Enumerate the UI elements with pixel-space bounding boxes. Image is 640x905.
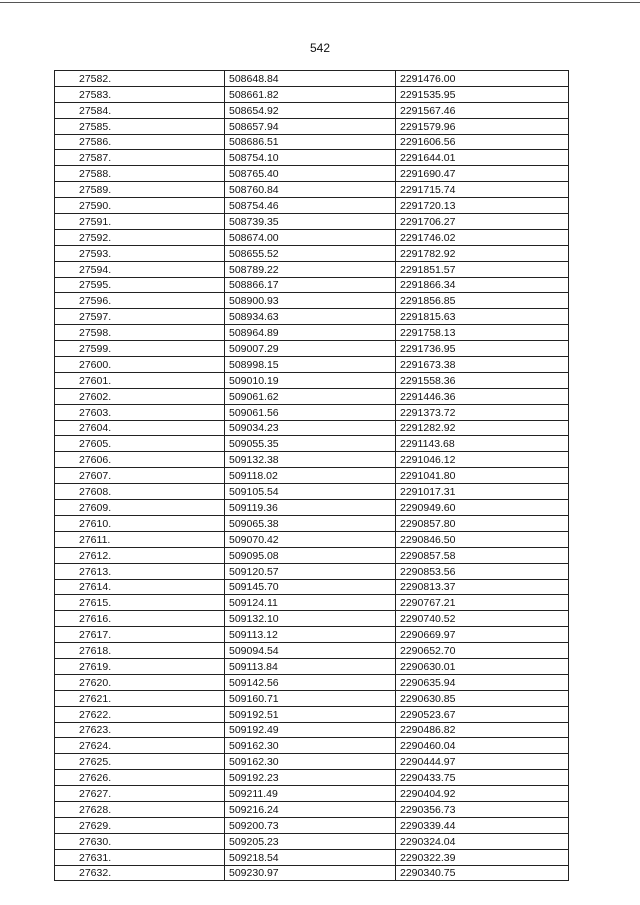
x-coordinate-cell: 508760.84 (225, 182, 396, 198)
point-number-cell: 27589. (55, 182, 225, 198)
point-number-cell: 27625. (55, 754, 225, 770)
point-number-cell: 27627. (55, 786, 225, 802)
point-number-cell: 27587. (55, 150, 225, 166)
y-coordinate-cell: 2290433.75 (396, 770, 569, 786)
table-row (55, 770, 569, 786)
y-coordinate-cell: 2290846.50 (396, 531, 569, 547)
point-number-cell: 27583. (55, 86, 225, 102)
table-row (55, 134, 569, 150)
y-coordinate-cell: 2291706.27 (396, 214, 569, 230)
y-coordinate-cell: 2291736.95 (396, 341, 569, 357)
point-number-cell: 27621. (55, 690, 225, 706)
table-row (55, 277, 569, 293)
point-number-cell: 27598. (55, 325, 225, 341)
y-coordinate-cell: 2291017.31 (396, 484, 569, 500)
y-coordinate-cell: 2290813.37 (396, 579, 569, 595)
x-coordinate-cell: 509124.11 (225, 595, 396, 611)
y-coordinate-cell: 2290652.70 (396, 643, 569, 659)
table-row (55, 309, 569, 325)
y-coordinate-cell: 2290740.52 (396, 611, 569, 627)
table-row (55, 674, 569, 690)
x-coordinate-cell: 508866.17 (225, 277, 396, 293)
y-coordinate-cell: 2290444.97 (396, 754, 569, 770)
point-number-cell: 27614. (55, 579, 225, 595)
table-row (55, 531, 569, 547)
y-coordinate-cell: 2291644.01 (396, 150, 569, 166)
table-row (55, 102, 569, 118)
page-number: 542 (309, 41, 331, 55)
point-number-cell: 27615. (55, 595, 225, 611)
table-row (55, 118, 569, 134)
y-coordinate-cell: 2291476.00 (396, 71, 569, 87)
x-coordinate-cell: 508789.22 (225, 261, 396, 277)
y-coordinate-cell: 2290356.73 (396, 801, 569, 817)
table-row (55, 706, 569, 722)
table-row (55, 452, 569, 468)
x-coordinate-cell: 509132.10 (225, 611, 396, 627)
y-coordinate-cell: 2291746.02 (396, 229, 569, 245)
x-coordinate-cell: 508674.00 (225, 229, 396, 245)
y-coordinate-cell: 2290857.58 (396, 547, 569, 563)
y-coordinate-cell: 2290767.21 (396, 595, 569, 611)
y-coordinate-cell: 2291690.47 (396, 166, 569, 182)
table-row (55, 865, 569, 881)
point-number-cell: 27601. (55, 372, 225, 388)
table-row (55, 484, 569, 500)
table-row (55, 357, 569, 373)
x-coordinate-cell: 509113.84 (225, 658, 396, 674)
x-coordinate-cell: 509105.54 (225, 484, 396, 500)
y-coordinate-cell: 2291282.92 (396, 420, 569, 436)
point-number-cell: 27622. (55, 706, 225, 722)
point-number-cell: 27612. (55, 547, 225, 563)
point-number-cell: 27626. (55, 770, 225, 786)
x-coordinate-cell: 508657.94 (225, 118, 396, 134)
table-row (55, 754, 569, 770)
point-number-cell: 27599. (55, 341, 225, 357)
point-number-cell: 27631. (55, 849, 225, 865)
point-number-cell: 27624. (55, 738, 225, 754)
y-coordinate-cell: 2291851.57 (396, 261, 569, 277)
table-row (55, 801, 569, 817)
y-coordinate-cell: 2291856.85 (396, 293, 569, 309)
point-number-cell: 27623. (55, 722, 225, 738)
y-coordinate-cell: 2291815.63 (396, 309, 569, 325)
x-coordinate-cell: 509113.12 (225, 627, 396, 643)
point-number-cell: 27585. (55, 118, 225, 134)
y-coordinate-cell: 2290635.94 (396, 674, 569, 690)
x-coordinate-cell: 509230.97 (225, 865, 396, 881)
x-coordinate-cell: 509055.35 (225, 436, 396, 452)
y-coordinate-cell: 2290339.44 (396, 817, 569, 833)
y-coordinate-cell: 2291606.56 (396, 134, 569, 150)
x-coordinate-cell: 508661.82 (225, 86, 396, 102)
table-row (55, 404, 569, 420)
y-coordinate-cell: 2291041.80 (396, 468, 569, 484)
x-coordinate-cell: 508765.40 (225, 166, 396, 182)
table-row (55, 547, 569, 563)
table-row (55, 388, 569, 404)
y-coordinate-cell: 2290857.80 (396, 515, 569, 531)
point-number-cell: 27629. (55, 817, 225, 833)
y-coordinate-cell: 2291866.34 (396, 277, 569, 293)
y-coordinate-cell: 2290404.92 (396, 786, 569, 802)
y-coordinate-cell: 2291715.74 (396, 182, 569, 198)
y-coordinate-cell: 2290324.04 (396, 833, 569, 849)
x-coordinate-cell: 509192.51 (225, 706, 396, 722)
x-coordinate-cell: 509120.57 (225, 563, 396, 579)
y-coordinate-cell: 2290322.39 (396, 849, 569, 865)
table-row (55, 166, 569, 182)
x-coordinate-cell: 508654.92 (225, 102, 396, 118)
x-coordinate-cell: 509142.56 (225, 674, 396, 690)
table-row (55, 293, 569, 309)
point-number-cell: 27608. (55, 484, 225, 500)
x-coordinate-cell: 509160.71 (225, 690, 396, 706)
x-coordinate-cell: 509118.02 (225, 468, 396, 484)
point-number-cell: 27609. (55, 500, 225, 516)
table-row (55, 182, 569, 198)
x-coordinate-cell: 509211.49 (225, 786, 396, 802)
y-coordinate-cell: 2291579.96 (396, 118, 569, 134)
x-coordinate-cell: 509061.56 (225, 404, 396, 420)
table-row (55, 214, 569, 230)
table-row (55, 515, 569, 531)
x-coordinate-cell: 509094.54 (225, 643, 396, 659)
y-coordinate-cell: 2291143.68 (396, 436, 569, 452)
x-coordinate-cell: 509007.29 (225, 341, 396, 357)
y-coordinate-cell: 2291373.72 (396, 404, 569, 420)
point-number-cell: 27630. (55, 833, 225, 849)
table-row (55, 325, 569, 341)
x-coordinate-cell: 509061.62 (225, 388, 396, 404)
table-row (55, 643, 569, 659)
table-row (55, 372, 569, 388)
table-row (55, 611, 569, 627)
x-coordinate-cell: 508998.15 (225, 357, 396, 373)
point-number-cell: 27603. (55, 404, 225, 420)
x-coordinate-cell: 509192.49 (225, 722, 396, 738)
y-coordinate-cell: 2290949.60 (396, 500, 569, 516)
point-number-cell: 27604. (55, 420, 225, 436)
y-coordinate-cell: 2290669.97 (396, 627, 569, 643)
y-coordinate-cell: 2290523.67 (396, 706, 569, 722)
x-coordinate-cell: 508754.46 (225, 198, 396, 214)
point-number-cell: 27593. (55, 245, 225, 261)
y-coordinate-cell: 2291446.36 (396, 388, 569, 404)
x-coordinate-cell: 509095.08 (225, 547, 396, 563)
x-coordinate-cell: 508754.10 (225, 150, 396, 166)
table-row (55, 579, 569, 595)
table-row (55, 595, 569, 611)
point-number-cell: 27591. (55, 214, 225, 230)
point-number-cell: 27611. (55, 531, 225, 547)
point-number-cell: 27584. (55, 102, 225, 118)
table-row (55, 261, 569, 277)
x-coordinate-cell: 509070.42 (225, 531, 396, 547)
table-row (55, 341, 569, 357)
x-coordinate-cell: 509192.23 (225, 770, 396, 786)
table-row (55, 150, 569, 166)
y-coordinate-cell: 2291673.38 (396, 357, 569, 373)
x-coordinate-cell: 509162.30 (225, 754, 396, 770)
y-coordinate-cell: 2290340.75 (396, 865, 569, 881)
x-coordinate-cell: 508739.35 (225, 214, 396, 230)
table-row (55, 436, 569, 452)
point-number-cell: 27618. (55, 643, 225, 659)
table-row (55, 71, 569, 87)
table-row (55, 817, 569, 833)
x-coordinate-cell: 509216.24 (225, 801, 396, 817)
y-coordinate-cell: 2290486.82 (396, 722, 569, 738)
point-number-cell: 27590. (55, 198, 225, 214)
table-row (55, 849, 569, 865)
table-row (55, 500, 569, 516)
table-row (55, 627, 569, 643)
y-coordinate-cell: 2291046.12 (396, 452, 569, 468)
y-coordinate-cell: 2291535.95 (396, 86, 569, 102)
x-coordinate-cell: 509162.30 (225, 738, 396, 754)
point-number-cell: 27588. (55, 166, 225, 182)
table-row (55, 229, 569, 245)
x-coordinate-cell: 508900.93 (225, 293, 396, 309)
x-coordinate-cell: 508648.84 (225, 71, 396, 87)
point-number-cell: 27610. (55, 515, 225, 531)
y-coordinate-cell: 2291782.92 (396, 245, 569, 261)
top-rule (0, 2, 640, 3)
point-number-cell: 27613. (55, 563, 225, 579)
point-number-cell: 27605. (55, 436, 225, 452)
point-number-cell: 27617. (55, 627, 225, 643)
x-coordinate-cell: 508655.52 (225, 245, 396, 261)
point-number-cell: 27595. (55, 277, 225, 293)
point-number-cell: 27586. (55, 134, 225, 150)
table-row (55, 833, 569, 849)
x-coordinate-cell: 509119.36 (225, 500, 396, 516)
point-number-cell: 27628. (55, 801, 225, 817)
x-coordinate-cell: 509200.73 (225, 817, 396, 833)
point-number-cell: 27602. (55, 388, 225, 404)
point-number-cell: 27596. (55, 293, 225, 309)
table-row (55, 563, 569, 579)
y-coordinate-cell: 2291558.36 (396, 372, 569, 388)
point-number-cell: 27616. (55, 611, 225, 627)
x-coordinate-cell: 509205.23 (225, 833, 396, 849)
x-coordinate-cell: 508934.63 (225, 309, 396, 325)
point-number-cell: 27582. (55, 71, 225, 87)
x-coordinate-cell: 508964.89 (225, 325, 396, 341)
point-number-cell: 27619. (55, 658, 225, 674)
table-row (55, 86, 569, 102)
table-row (55, 786, 569, 802)
y-coordinate-cell: 2291758.13 (396, 325, 569, 341)
x-coordinate-cell: 509034.23 (225, 420, 396, 436)
y-coordinate-cell: 2290630.85 (396, 690, 569, 706)
coordinates-table-body (55, 71, 569, 881)
point-number-cell: 27632. (55, 865, 225, 881)
x-coordinate-cell: 509010.19 (225, 372, 396, 388)
table-row (55, 658, 569, 674)
y-coordinate-cell: 2290630.01 (396, 658, 569, 674)
x-coordinate-cell: 509065.38 (225, 515, 396, 531)
y-coordinate-cell: 2290460.04 (396, 738, 569, 754)
x-coordinate-cell: 509132.38 (225, 452, 396, 468)
coordinates-table (54, 70, 569, 881)
y-coordinate-cell: 2291720.13 (396, 198, 569, 214)
point-number-cell: 27600. (55, 357, 225, 373)
table-row (55, 690, 569, 706)
table-row (55, 198, 569, 214)
table-row (55, 245, 569, 261)
x-coordinate-cell: 509145.70 (225, 579, 396, 595)
point-number-cell: 27594. (55, 261, 225, 277)
point-number-cell: 27606. (55, 452, 225, 468)
table-row (55, 420, 569, 436)
point-number-cell: 27592. (55, 229, 225, 245)
table-row (55, 468, 569, 484)
point-number-cell: 27597. (55, 309, 225, 325)
x-coordinate-cell: 509218.54 (225, 849, 396, 865)
table-row (55, 738, 569, 754)
y-coordinate-cell: 2290853.56 (396, 563, 569, 579)
point-number-cell: 27607. (55, 468, 225, 484)
y-coordinate-cell: 2291567.46 (396, 102, 569, 118)
x-coordinate-cell: 508686.51 (225, 134, 396, 150)
point-number-cell: 27620. (55, 674, 225, 690)
table-row (55, 722, 569, 738)
